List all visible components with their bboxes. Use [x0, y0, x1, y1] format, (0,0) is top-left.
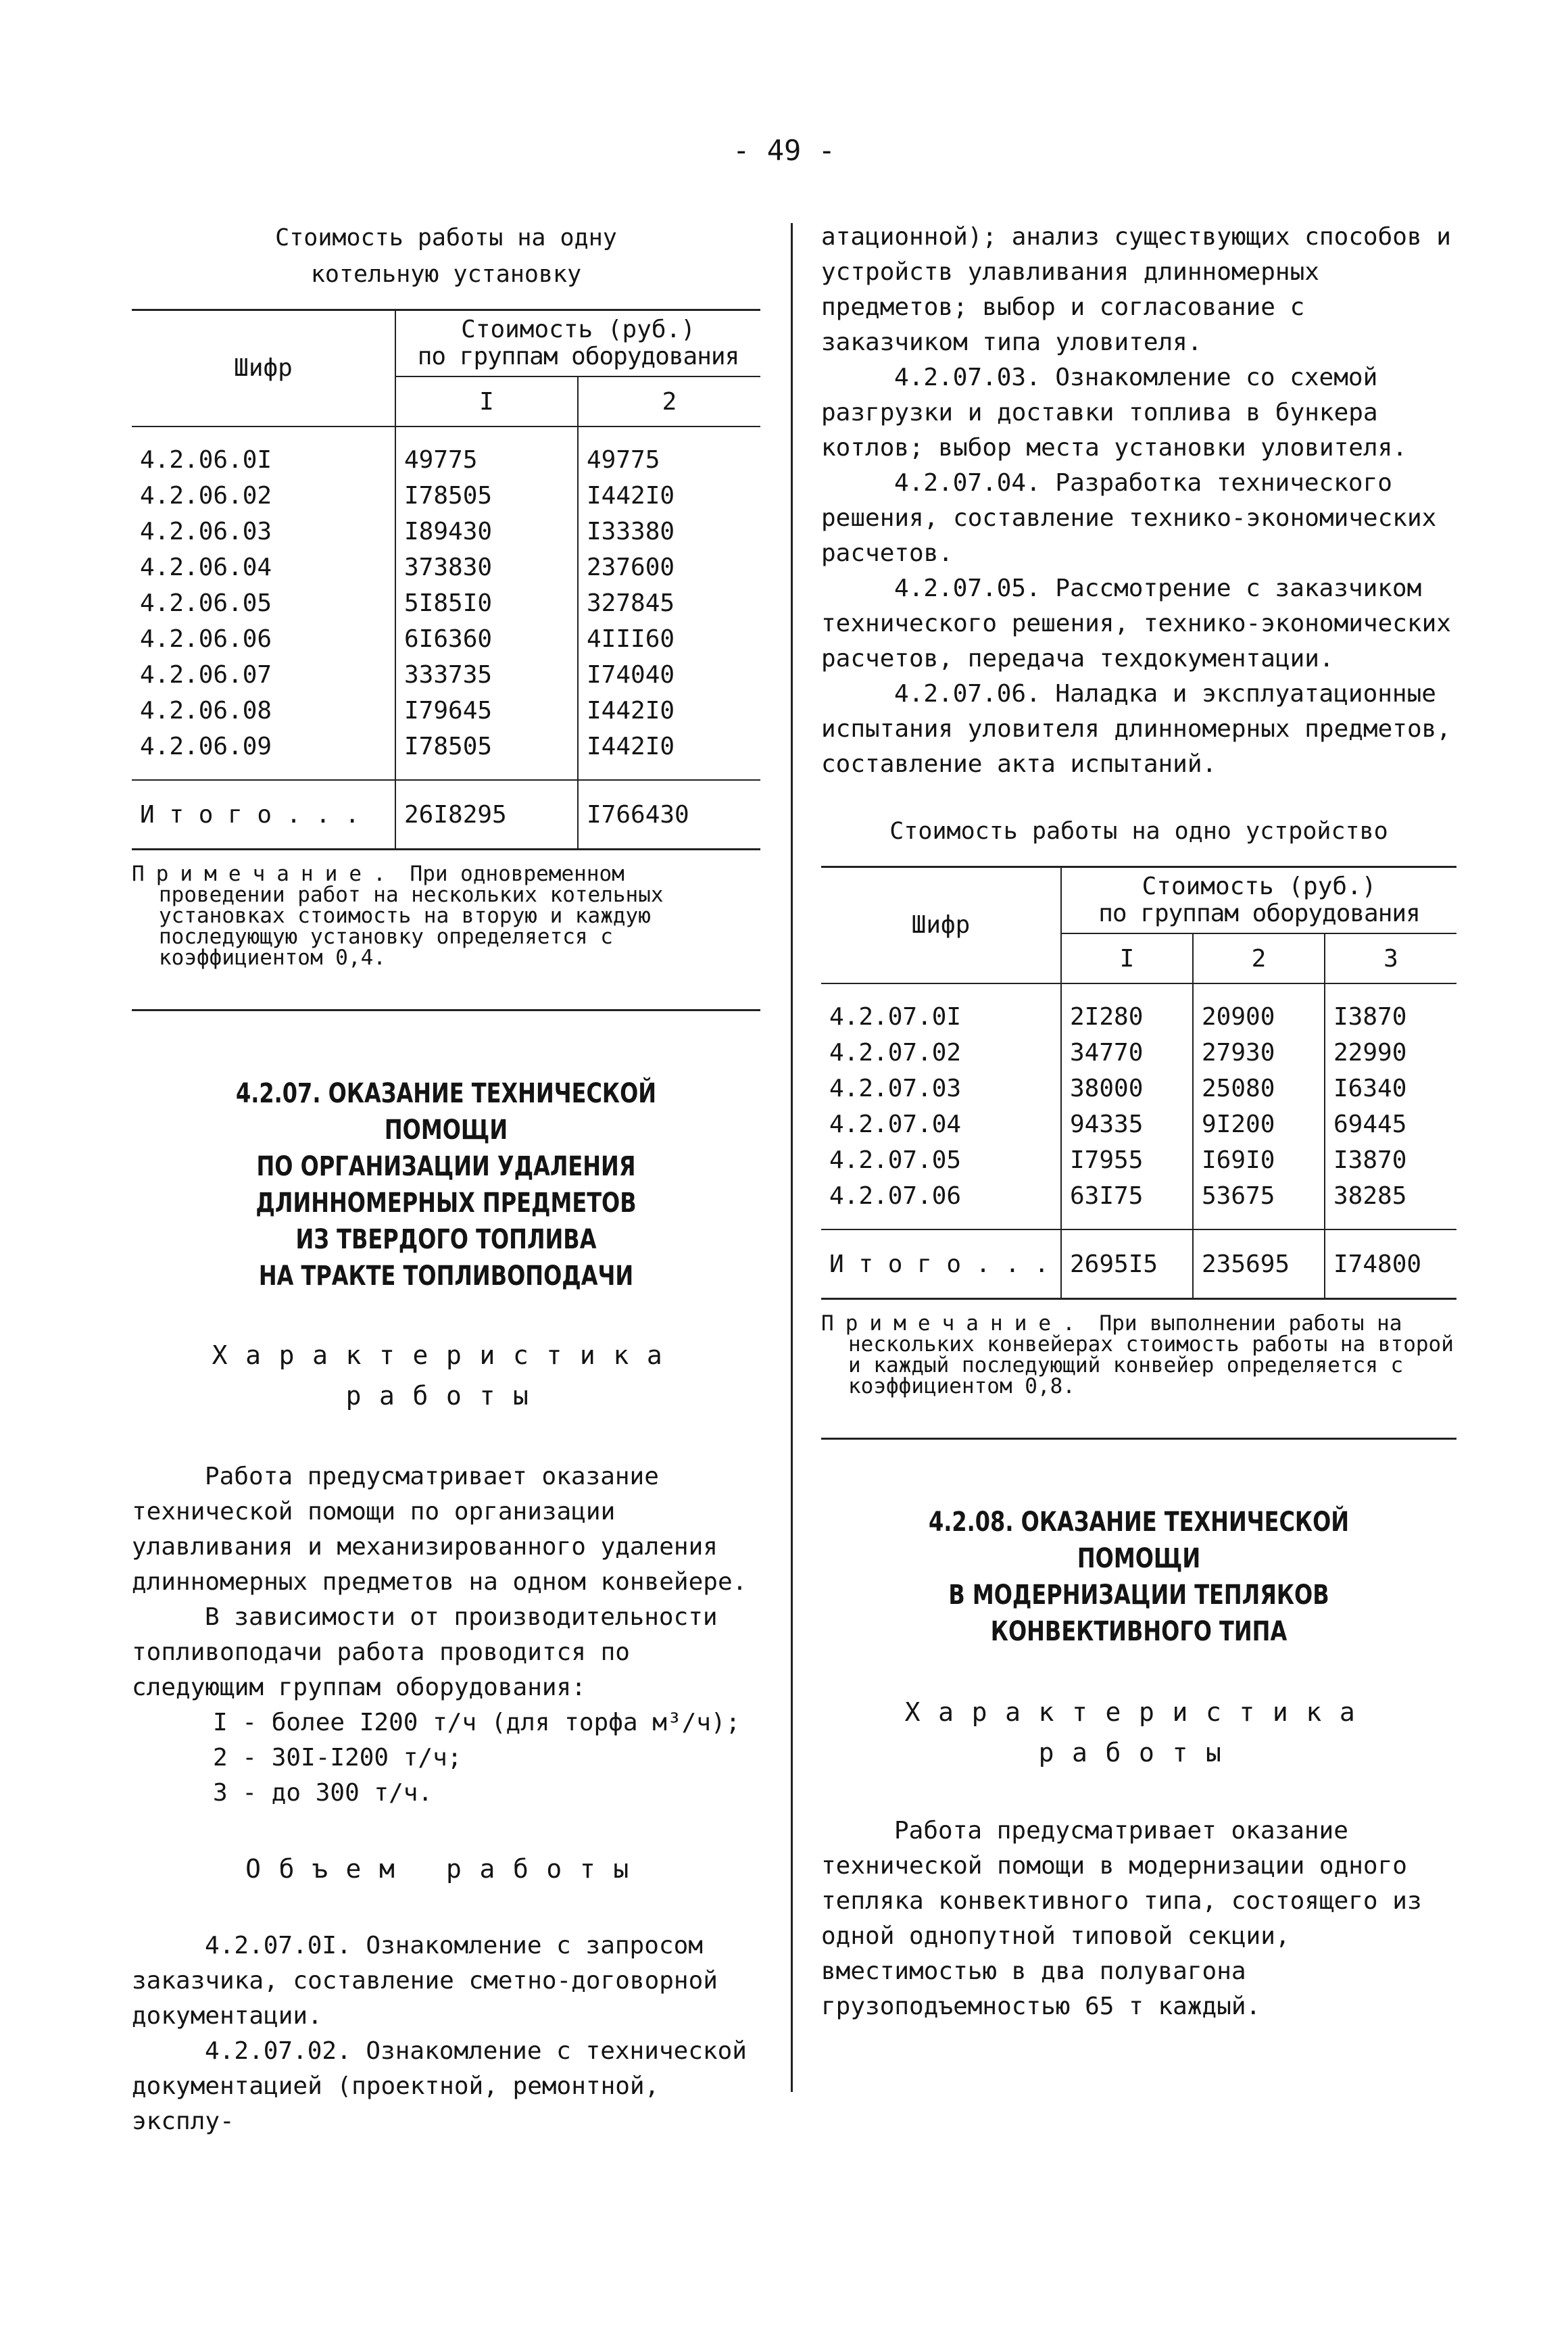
conveyor-cost-table: [821, 866, 1456, 1300]
divider: [821, 1438, 1456, 1440]
volume-item-06: 4.2.07.06. Наладка и эксплуатационные испытания уловителя длинномерных предметов, составление акта испытаний.: [821, 680, 1451, 778]
left-column: [132, 220, 760, 2139]
table-row: 4.2.06.06 6I6360 4III60: [132, 621, 760, 657]
group-header: 3: [1325, 933, 1456, 983]
table-row: 4.2.07.04 94335 9I200 69445: [821, 1106, 1456, 1142]
table-row: 4.2.06.07 333735 I74040: [132, 657, 760, 693]
total-row: И т о г о . . . 26I8295 I766430: [132, 780, 760, 850]
volume-item-05: 4.2.07.05. Рассмотрение с заказчиком технического решения, технико-экономических расчетов, передача техдокументации.: [821, 575, 1451, 673]
boiler-cost-table: [132, 309, 760, 850]
divider: [132, 1009, 760, 1011]
table-row: 4.2.06.05 5I85I0 327845: [132, 585, 760, 621]
characteristic-text-2: В зависимости от производительности топливоподачи работа проводится по следующим группам оборудования:: [132, 1603, 718, 1701]
characteristic-text: Работа предусматривает оказание технической помощи в модернизации одного тепляка конвективного типа, состоящего из одной однопутной типовой секции, вместимостью в два полувагона грузоподъемностью 65 т каждый.: [821, 1817, 1422, 2020]
header-code: Шифр: [821, 867, 1061, 984]
list-item: 3 - до 300 т/ч.: [213, 1779, 433, 1807]
continued-text: атационной); анализ существующих способов и устройств улавливания длинномерных предметов; выбор и согласование с заказчиком типа уловителя.: [821, 223, 1451, 356]
volume-item-01: 4.2.07.0I. Ознакомление с запросом заказчика, составление сметно-договорной документации.: [132, 1932, 718, 2030]
column-divider: [791, 223, 793, 2092]
table2-caption: Стоимость работы на одно устройство: [889, 818, 1388, 845]
total-row: И т о г о . . . 2695I5 235695 I74800: [821, 1229, 1456, 1299]
characteristic-text: Работа предусматривает оказание технической помощи по организации улавливания и механизированного удаления длинномерных предметов на одном конвейере.: [132, 1463, 748, 1596]
table-row: 4.2.06.03 I89430 I33380: [132, 514, 760, 550]
table-row: 4.2.07.06 63I75 53675 38285: [821, 1178, 1456, 1229]
characteristic-heading: Характеристика работы: [212, 1340, 681, 1411]
group-header: 2: [1193, 933, 1325, 983]
header-code: Шифр: [132, 310, 395, 427]
volume-heading: Объем работы: [245, 1854, 647, 1884]
group-header: 2: [578, 376, 760, 426]
header-cost: Стоимость (руб.) по группам оборудования: [395, 310, 760, 377]
volume-item-03: 4.2.07.03. Ознакомление со схемой разгрузки и доставки топлива в бункера котлов; выбор места установки уловителя.: [821, 364, 1407, 462]
note-boilers: Примечание. При одновременном проведении работ на нескольких котельных установках стоимость на вторую и каждую последующую установку определяется с коэффициентом 0,4.: [132, 862, 664, 970]
characteristic-heading: Характеристика работы: [904, 1697, 1373, 1768]
table-row: 4.2.06.08 I79645 I442I0: [132, 693, 760, 729]
list-item: 2 - 30I-I200 т/ч;: [213, 1744, 462, 1772]
group-header: I: [395, 376, 578, 426]
list-item: I - более I200 т/ч (для торфа м³/ч);: [213, 1709, 741, 1736]
volume-item-04: 4.2.07.04. Разработка технического решения, составление технико-экономических расчетов.: [821, 469, 1437, 567]
table1-caption: Стоимость работы на одну котельную установку: [275, 224, 617, 288]
section-title-4-2-07: 4.2.07. ОКАЗАНИЕ ТЕХНИЧЕСКОЙ ПОМОЩИ ПО ОРГАНИЗАЦИИ УДАЛЕНИЯ ДЛИННОМЕРНЫХ ПРЕДМЕТОВ ИЗ ТВЕРДОГО ТОПЛИВА НА ТРАКТЕ ТОПЛИВОПОДАЧИ: [235, 1078, 657, 1292]
table-row: 4.2.07.03 38000 25080 I6340: [821, 1071, 1456, 1106]
note-conveyors: Примечание. При выполнении работы на нескольких конвейерах стоимость работы на второй и каждый последующий конвейер определяется с коэффициентом 0,8.: [821, 1311, 1454, 1398]
table-row: 4.2.07.0I 2I280 20900 I3870: [821, 983, 1456, 1035]
volume-item-02: 4.2.07.02. Ознакомление с технической документацией (проектной, ремонтной, эксплу-: [132, 2037, 747, 2135]
right-column: [821, 220, 1456, 2024]
table-row: 4.2.06.02 I78505 I442I0: [132, 478, 760, 514]
table-row: 4.2.06.0I 49775 49775: [132, 426, 760, 478]
group-header: I: [1061, 933, 1193, 983]
groups-list: [132, 1705, 760, 1811]
page-number: - 49 -: [733, 134, 835, 167]
table-row: 4.2.06.04 373830 237600: [132, 550, 760, 585]
table-row: 4.2.07.02 34770 27930 22990: [821, 1035, 1456, 1071]
header-cost: Стоимость (руб.) по группам оборудования: [1061, 867, 1456, 934]
table-row: 4.2.07.05 I7955 I69I0 I3870: [821, 1142, 1456, 1178]
table-row: 4.2.06.09 I78505 I442I0: [132, 729, 760, 780]
section-title-4-2-08: 4.2.08. ОКАЗАНИЕ ТЕХНИЧЕСКОЙ ПОМОЩИ В МОДЕРНИЗАЦИИ ТЕПЛЯКОВ КОНВЕКТИВНОГО ТИПА: [928, 1507, 1350, 1647]
